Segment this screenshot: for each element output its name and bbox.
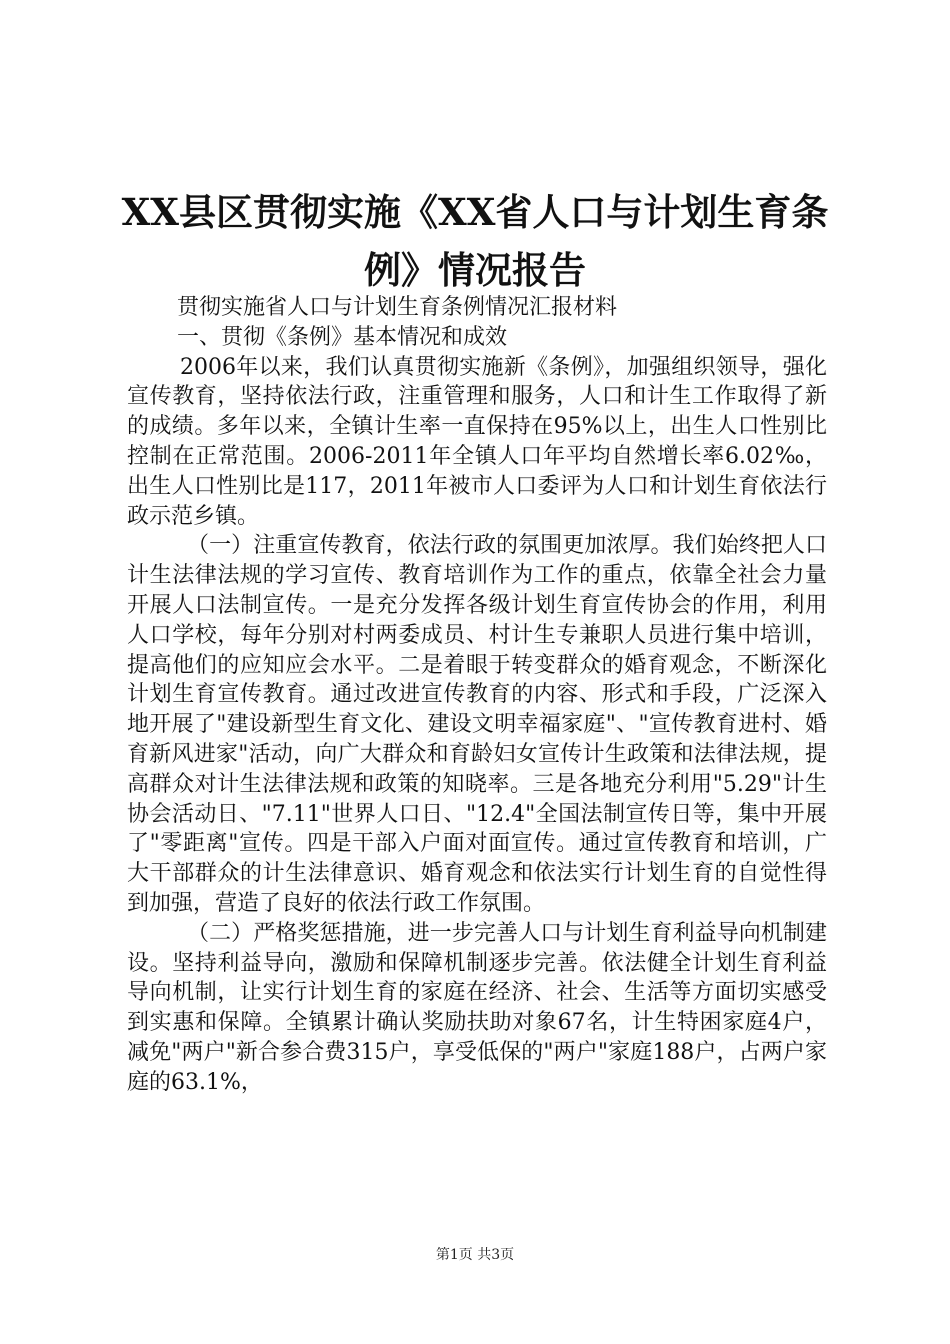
body-paragraph: 2006年以来，我们认真贯彻实施新《条例》，加强组织领导，强化宣传教育，坚持依法行政，注重管理和服务，人口和计生工作取得了新的成绩。多年以来，全镇计生率一直保持在95%以上，出生人口性别比控制在正常范围。2006-2011年全镇人口年平均自然增长率6.02‰，出生人口性别比是117，2011年被市人口委评为人口和计划生育依法行政示范乡镇。: [127, 354, 827, 529]
body-paragraph: （二）严格奖惩措施，进一步完善人口与计划生育利益导向机制建设。坚持利益导向，激励和保障机制逐步完善。依法健全计划生育利益导向机制，让实行计划生育的家庭在经济、社会、生活等方面切实感受到实惠和保障。全镇累计确认奖励扶助对象67名，计生特困家庭4户，减免"两户"新合参合费315户，享受低保的"两户"家庭188户，占两户家庭的63.1%，: [127, 920, 827, 1095]
document-title-line-2: 例》情况报告: [364, 248, 586, 292]
page-footer: 第1页 共3页: [435, 1247, 515, 1263]
document-title-line-1: XX县区贯彻实施《XX省人口与计划生育条: [121, 190, 829, 234]
document-body: [127, 293, 827, 1098]
document-subtitle: 贯彻实施省人口与计划生育条例情况汇报材料: [177, 295, 618, 320]
body-paragraph: （一）注重宣传教育，依法行政的氛围更加浓厚。我们始终把人口计生法律法规的学习宣传、教育培训作为工作的重点，依靠全社会力量开展人口法制宣传。一是充分发挥各级计划生育宣传协会的作用，利用人口学校，每年分别对村两委成员、村计生专兼职人员进行集中培训，提高他们的应知应会水平。二是着眼于转变群众的婚育观念，不断深化计划生育宣传教育。通过改进宣传教育的内容、形式和手段，广泛深入地开展了"建设新型生育文化、建设文明幸福家庭"、"宣传教育进村、婚育新风进家"活动，向广大群众和育龄妇女宣传计生政策和法律法规，提高群众对计生法律法规和政策的知晓率。三是各地充分利用"5.29"计生协会活动日、"7.11"世界人口日、"12.4"全国法制宣传日等，集中开展了"零距离"宣传。四是干部入户面对面宣传。通过宣传教育和培训，广大干部群众的计生法律意识、婚育观念和依法实行计划生育的自觉性得到加强，营造了良好的依法行政工作氛围。: [127, 533, 827, 916]
section-heading: 一、贯彻《条例》基本情况和成效: [177, 324, 508, 350]
